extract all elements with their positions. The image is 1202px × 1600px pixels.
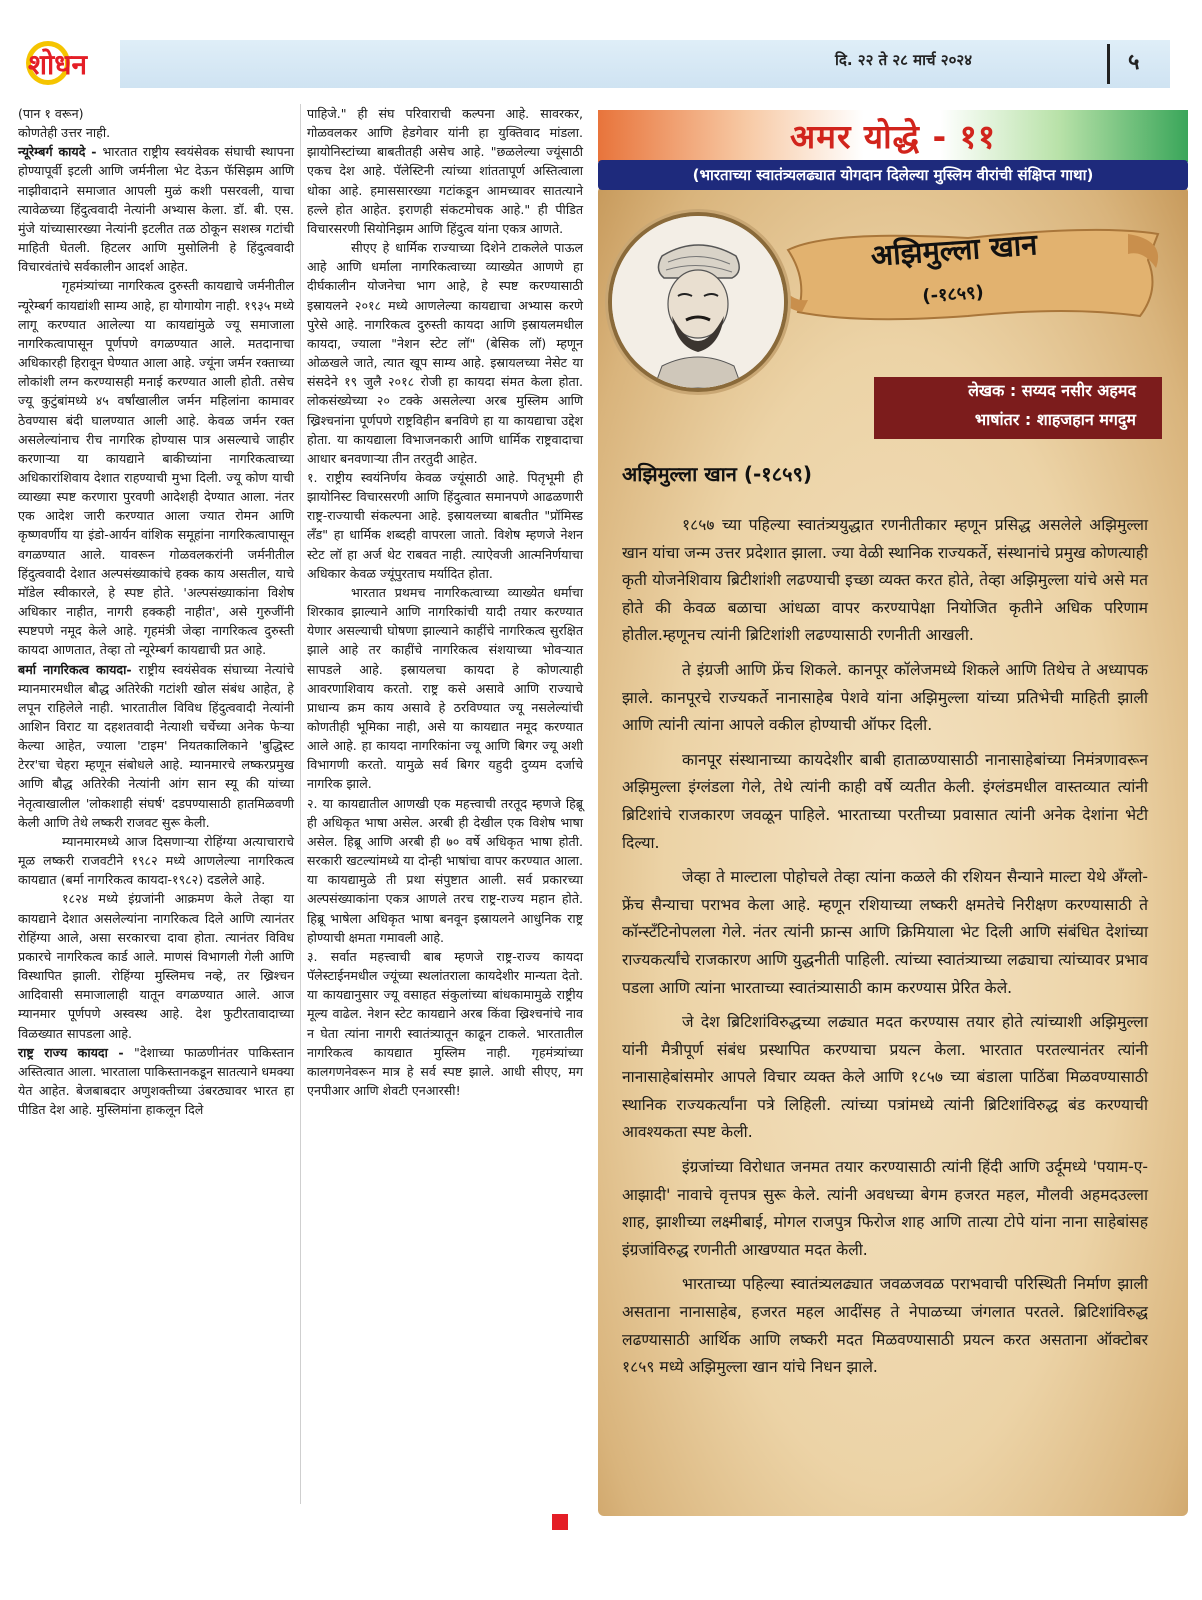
paragraph <box>307 238 583 468</box>
end-marker <box>552 1514 568 1530</box>
paragraph <box>18 1043 294 1120</box>
article-column-middle <box>307 104 583 1100</box>
paragraph-text: सीएए हे धार्मिक राज्याच्या दिशेने टाकलेले पाऊल आहे आणि धर्माला नागरिकत्वाच्या व्याख्येत आणणे हा दीर्घकालीन योजनेचा भाग आहे, हे स्पष्ट करण्यासाठी इस्रायलने २०१८ मध्ये आणलेल्या कायद्याचा अभ्यास करणे पुरेसे आहे. नागरिकत्व दुरुस्ती कायदा आणि इस्रायलमधील कायदा, ज्याला "नेशन स्टेट लॉ" (बेसिक लॉ) म्हणून ओळखले जाते, त्यात खूप साम्य आहे. इस्रायलच्या नेसेट या संसदेने १९ जुलै २०१८ रोजी हा कायदा संमत केला होता. लोकसंख्येच्या २० टक्के असलेल्या अरब मुस्लिम आणि ख्रिश्चनांना पूर्णपणे राष्ट्रविहीन बनविणे हा या कायद्याचा उद्देश होता. या कायद्याला विभाजनकारी आणि धार्मिक राष्ट्रवादाचा आधार बनवणाऱ्या तीन तरतुदी आहेत. <box>307 240 583 466</box>
paragraph-text: म्यानमारमध्ये आज दिसणाऱ्या रोहिंग्या अत्याचाराचे मूळ लष्करी राजवटीने १९८२ मध्ये आणलेल्या नागरिकत्व कायद्यात (बर्मा नागरिकत्व कायदा-१९८२) दडलेले आहे. <box>18 833 294 888</box>
paragraph <box>18 889 294 1042</box>
paragraph <box>18 104 294 123</box>
feature-paragraph: जे देश ब्रिटिशांविरुद्धच्या लढ्यात मदत करण्यास तयार होते त्यांच्याशी अझिमुल्ला यांनी मैत्रीपूर्ण संबंध प्रस्थापित करण्याचा प्रयत्न केला. भारतात परतल्यानंतर त्यांनी नानासाहेबांसमोर आपले विचार व्यक्त केले आणि १८५७ च्या बंडाला पाठिंबा मिळवण्यासाठी स्थानिक राज्यकर्त्यांना पत्रे लिहिली. त्यांच्या पत्रांमध्ये त्यांनी ब्रिटिशांविरुद्ध बंड करण्याची आवश्यकता स्पष्ट केली. <box>622 1013 1148 1142</box>
feature-paragraph: इंग्रजांच्या विरोधात जनमत तयार करण्यासाठी त्यांनी हिंदी आणि उर्दूमध्ये 'पयाम-ए-आझादी' नावाचे वृत्तपत्र सुरू केले. त्यांनी अवधच्या बेगम हजरत महल, मौलवी अहमदउल्ला शाह, झाशीच्या लक्ष्मीबाई, मोगल राजपुत्र फिरोज शाह आणि तात्या टोपे यांना नाना साहेबांसह इंग्रजांविरुद्ध रणनीती आखण्यात मदत केली. <box>622 1158 1148 1259</box>
paragraph-text: "देशाच्या फाळणीनंतर पाकिस्तान अस्तित्वात आला. भारताला पाकिस्तानकडून सातत्याने धमक्या येत आहेत. बेजबाबदार अणुशक्तीच्या उंबरठ्यावर भारत हा पीडित देश आहे. मुस्लिमांना हाकलून दिले <box>18 1044 294 1118</box>
paragraph <box>18 142 294 276</box>
paragraph-text: भारतात प्रथमच नागरिकत्वाच्या व्याख्येत धर्माचा शिरकाव झाल्याने आणि नागरिकांची यादी तयार करण्यात येणार असल्याची घोषणा झाल्याने काहींचे नागरिकत्व सुरक्षित झाले आहे तर काहींचे नागरिकत्व संशयाच्या भोवऱ्यात सापडले आहे. इस्रायलचा कायदा हे कोणत्याही आवरणाशिवाय करतो. राष्ट्र कसे असावे आणि राज्याचे प्राधान्य क्रम काय असावे हे ठरविण्यात ज्यू नसलेल्यांची कोणतीही भूमिका नाही, असे या कायद्यात नमूद करण्यात आले आहे. हा कायदा नागरिकांना ज्यू आणि बिगर ज्यू अशी विभागणी करतो. यामुळे सर्व बिगर यहुदी दुय्यम दर्जाचे नागरिक झाले. <box>307 584 583 792</box>
publication-logo <box>22 36 114 90</box>
hero-name: अझिमुल्ला खान <box>869 227 1039 273</box>
paragraph <box>18 123 294 142</box>
paragraph-text: भारतात राष्ट्रीय स्वयंसेवक संघाची स्थापना होण्यापूर्वी इटली आणि जर्मनीला भेट देऊन फॅसिझम आणि नाझीवादाने समाजात आपली मुळं कशी पसरवली, याचा त्यावेळच्या हिंदुत्ववादी नेत्यांनी अभ्यास केला. डॉ. बी. एस. मुंजे यांच्यासारख्या नेत्यांनी इटलीत तळ ठोकून सशस्त्र गटांची माहिती घेतली. हिटलर आणि मुसोलिनी हे हिंदुत्ववादी विचारवंतांचे सर्वकालीन आदर्श आहेत. <box>18 144 294 275</box>
paragraph <box>307 583 583 794</box>
paragraph <box>18 832 294 889</box>
paragraph <box>18 276 294 659</box>
logo-text: शोधन <box>28 48 88 81</box>
header-divider <box>1107 44 1110 84</box>
paragraph <box>18 660 294 832</box>
paragraph-lead: राष्ट्र राज्य कायदा - <box>18 1044 135 1060</box>
series-subtitle: (भारताच्या स्वातंत्र्यलढ्यात योगदान दिलेल्या मुस्लिम वीरांची संक्षिप्त गाथा) <box>692 166 1094 184</box>
feature-paragraph: भारताच्या पहिल्या स्वातंत्र्यलढ्यात जवळजवळ पराभवाची परिस्थिती निर्माण झाली असताना नानासाहेब, हजरत महल आदींसह ते नेपाळच्या जंगलात परतले. ब्रिटिशांविरुद्ध लढण्यासाठी आर्थिक आणि लष्करी मदत मिळवण्यासाठी प्रयत्न करत असताना ऑक्टोबर १८५९ मध्ये अझिमुल्ला खान यांचे निधन झाले. <box>622 1275 1148 1377</box>
column-divider <box>300 104 301 1504</box>
paragraph-text: कोणतेही उत्तर नाही. <box>18 125 111 141</box>
series-title: अमर योद्धे - ११ <box>790 117 996 156</box>
paragraph-text: राष्ट्रीय स्वयंसेवक संघाच्या नेत्यांचे म्यानमारमधील बौद्ध अतिरेकी गटांशी खोल संबंध आहेत, हे लपून राहिलेले नाही. भारतातील विविध हिंदुत्ववादी नेत्यांनी आशिन विराट या दहशतवादी नेत्याशी चर्चेच्या अनेक फेऱ्या केल्या आहेत, ज्याला 'टाइम' नियतकालिकाने 'बुद्धिस्ट टेरर'चा चेहरा म्हणून संबोधले आहे. म्यानमारचे लष्करप्रमुख आणि बौद्ध अतिरेकी नेत्यांनी आंग सान स्यू की यांच्या नेतृत्वाखालील 'लोकशाही संघर्ष' दडपण्यासाठी हातमिळवणी केली आणि तेथे लष्करी राजवट सुरू केली. <box>18 661 294 830</box>
page-number: ५ <box>1128 50 1140 75</box>
paragraph-text: पाहिजे." ही संघ परिवाराची कल्पना आहे. सावरकर, गोळवलकर आणि हेडगेवार यांनी हा युक्तिवाद मांडला. झायोनिस्टांच्या बाबतीतही असेच आहे. "छळलेल्या ज्यूंसाठी एकच देश आहे. पॅलेस्टिनी त्यांच्या शांततापूर्ण अस्तित्वाला धोका आहे. हमाससारख्या गटांकडून आमच्यावर सातत्याने हल्ले होत आहेत. इराणही संकटमोचक आहे." ही पीडित विचारसरणी सियोनिझम आणि हिंदुत्व यांना एकत्र आणते. <box>307 106 583 236</box>
feature-paragraph: जेव्हा ते माल्टाला पोहोचले तेव्हा त्यांना कळले की रशियन सैन्याने माल्टा येथे अँग्लो-फ्रेंच सैन्याचा पराभव केला आहे. म्हणून रशियाच्या लष्करी क्षमतेचे निरीक्षण करण्यासाठी ते कॉन्स्टँटिनोपलला गेले. नंतर त्यांनी फ्रान्स आणि क्रिमियाला भेट दिली आणि संबंधित देशांच्या राज्यकर्त्यांचे राजकारण आणि युद्धनीती पाहिली. त्यांच्या स्वातंत्र्याच्या लढ्याचा त्यांच्यावर प्रभाव पडला आणि त्यांना भारताच्या स्वातंत्र्यासाठी काम करण्यास प्रेरित केले. <box>622 868 1148 997</box>
feature-paragraph: कानपूर संस्थानाच्या कायदेशीर बाबी हाताळण्यासाठी नानासाहेबांच्या निमंत्रणावरून अझिमुल्ला इंग्लंडला गेले, तेथे त्यांनी काही वर्षे व्यतीत केली. इंग्लंडमधील वास्तव्यात त्यांनी ब्रिटिशांचे राजकारण जवळून पाहिले. भारताच्या परतीच्या प्रवासात त्यांनी अनेक देशांना भेटी दिल्या. <box>622 750 1148 852</box>
paragraph <box>307 794 583 947</box>
author-credit: लेखक : सय्यद नसीर अहमद <box>968 381 1136 400</box>
paragraph <box>307 104 583 238</box>
paragraph-text: १८२४ मध्ये इंग्रजांनी आक्रमण केले तेव्हा या कायद्याने देशात असलेल्यांना नागरिकत्व दिले आणि त्यानंतर रोहिंग्या आले, असा सरकारचा दावा होता. त्यानंतर विविध प्रकारचे नागरिकत्व कार्ड आले. माणसं विभागली गेली आणि विस्थापित झाली. रोहिंग्या मुस्लिमच नव्हे, तर ख्रिश्चन आदिवासी समाजालाही यातून वगळण्यात आले. आज म्यानमार पूर्णपणे अस्वस्थ आहे. देश फुटीरतावादाच्या विळख्यात सापडला आहे. <box>18 891 294 1041</box>
page-header <box>0 0 1202 100</box>
header-band <box>120 40 1170 88</box>
paragraph <box>307 468 583 583</box>
hero-year: (-१८५९) <box>921 281 985 308</box>
portrait-image <box>608 212 788 392</box>
paragraph-text: १. राष्ट्रीय स्वयंनिर्णय केवळ ज्यूंसाठी आहे. पितृभूमी ही झायोनिस्ट विचारसरणी आणि हिंदुत्वात समानपणे आढळणारी राष्ट्र-राज्याची संकल्पना आहे. इस्रायलच्या बाबतीत "प्रॉमिस्ड लँड" हा धार्मिक शब्दही वापरला जातो. विशेष म्हणजे नेशन स्टेट लॉ हा अर्ज थेट राबवत नाही. त्याऐवजी आत्मनिर्णयाचा अधिकार केवळ ज्यूंपुरताच मर्यादित होता. <box>307 469 583 581</box>
portrait-illustration <box>612 216 784 388</box>
article-column-left <box>18 104 294 1119</box>
feature-paragraph: १८५७ च्या पहिल्या स्वातंत्र्ययुद्धात रणनीतीकार म्हणून प्रसिद्ध असलेले अझिमुल्ला खान यांचा जन्म उत्तर प्रदेशात झाला. ज्या वेळी स्थानिक राज्यकर्ते, संस्थानांचे प्रमुख कोणत्याही कृती योजनेशिवाय ब्रिटीशांशी लढण्याची इच्छा व्यक्त करत होते, तेव्हा अझिमुल्ला यांचे असे मत होते की केवळ बळाचा आंधळा वापर करण्यापेक्षा नियोजित कृतीने अधिक परिणाम होतील.म्हणूनच त्यांनी ब्रिटिशांशी लढण्यासाठी रणनीती आखली. <box>622 516 1148 645</box>
paragraph-text: २. या कायद्यातील आणखी एक महत्त्वाची तरतूद म्हणजे हिब्रू ही अधिकृत भाषा असेल. अरबी ही देखील एक विशेष भाषा असेल. हिब्रू आणि अरबी ही ७० वर्षे अधिकृत भाषा होती. सरकारी खटल्यांमध्ये या दोन्ही भाषांचा वापर करण्यात आला. या कायद्यामुळे ती प्रथा संपुष्टात आली. सर्व प्रकारच्या अल्पसंख्याकांना एकत्र आणले तरच राष्ट्र-राज्य महान होते. हिब्रू भाषेला अधिकृत भाषा बनवून इस्रायलने आधुनिक राष्ट्र होण्याची क्षमता गमावली आहे. <box>307 795 583 945</box>
paragraph-lead: न्यूरेम्बर्ग कायदे - <box>18 144 103 160</box>
translator-credit: भाषांतर : शाहजहान मगदुम <box>974 410 1136 429</box>
paragraph-lead: बर्मा नागरिकत्व कायदा- <box>18 661 139 677</box>
feature-article-body <box>622 512 1148 1389</box>
paragraph-text: ३. सर्वात महत्त्वाची बाब म्हणजे राष्ट्र-राज्य कायदा पॅलेस्टाईनमधील ज्यूंच्या स्थलांतराला कायदेशीर मान्यता देतो. या कायद्यानुसार ज्यू वसाहत संकुलांच्या बांधकामामुळे राष्ट्रीय मूल्य वाढेल. नेशन स्टेट कायद्याने अरब किंवा ख्रिश्चनांचे नाव न घेता त्यांना नागरी स्वातंत्र्यातून काढून टाकले. भारतातील नागरिकत्व कायद्यात मुस्लिम नाही. गृहमंत्र्यांच्या कालगणनेवरून मात्र हे सर्व स्पष्ट झाले. आधी सीएए, मग एनपीआर आणि शेवटी एनआरसी! <box>307 948 583 1098</box>
paragraph-text: गृहमंत्र्यांच्या नागरिकत्व दुरुस्ती कायद्याचे जर्मनीतील न्यूरेम्बर्ग कायद्यांशी साम्य आहे, हा योगायोग नाही. १९३५ मध्ये लागू करण्यात आलेल्या या कायद्यांमुळे ज्यू समाजाला नागरिकत्वापासून पूर्णपणे वगळण्यात आले. मतदानाचा अधिकारही हिरावून घेण्यात आला आहे. ज्यूंना जर्मन रक्ताच्या लोकांशी लग्न करण्यासही मनाई करण्यात आली होती. तसेच ज्यू कुटुंबांमध्ये ४५ वर्षांखालील जर्मन महिलांना कामावर ठेवण्यास बंदी घालण्यात आली आहे. केवळ जर्मन रक्त असलेल्यांनाच रीच नागरिक होण्यास पात्र असल्याचे जाहीर करणाऱ्या या कायद्याने बाकीच्यांना नागरिकत्वाच्या अधिकारांशिवाय देशात राहण्याची मुभा दिली. ज्यू कोण याची व्याख्या स्पष्ट करणारा पुरवणी आदेशही देण्यात आला. नंतर एक आदेश जारी करण्यात आला ज्यात रोमन आणि कृष्णवर्णीय या इंडो-आर्यन वांशिक समूहांना नागरिकत्वापासून वगळण्यात आले. यावरून गोळवलकरांनी जर्मनीतील हिंदुत्ववादी देशात अल्पसंख्याकांचे हक्क काय असतील, याचे मॉडेल स्वीकारले, हे स्पष्ट होते. 'अल्पसंख्याकांना विशेष अधिकार नाहीत, नागरी हक्कही नाहीत', असे गुरुजींनी स्पष्टपणे नमूद केले आहे. गृहमंत्री जेव्हा नागरिकत्व दुरुस्ती कायदा आणतात, तेव्हा तो न्यूरेम्बर्ग कायद्याची प्रत आहे. <box>18 278 294 658</box>
article-heading: अझिमुल्ला खान (-१८५९) <box>622 462 813 486</box>
feature-panel <box>598 102 1188 1512</box>
feature-paragraph: ते इंग्रजी आणि फ्रेंच शिकले. कानपूर कॉलेजमध्ये शिकले आणि तिथेच ते अध्यापक झाले. कानपूरचे राज्यकर्ते नानासाहेब पेशवे यांना अझिमुल्ला यांच्या प्रतिभेची माहिती झाली आणि त्यांनी त्यांना आपले वकील होण्याची ऑफर दिली. <box>622 660 1148 735</box>
issue-date: दि. २२ ते २८ मार्च २०२४ <box>835 51 972 69</box>
paragraph <box>307 947 583 1100</box>
paragraph-text: (पान १ वरून) <box>18 106 84 121</box>
